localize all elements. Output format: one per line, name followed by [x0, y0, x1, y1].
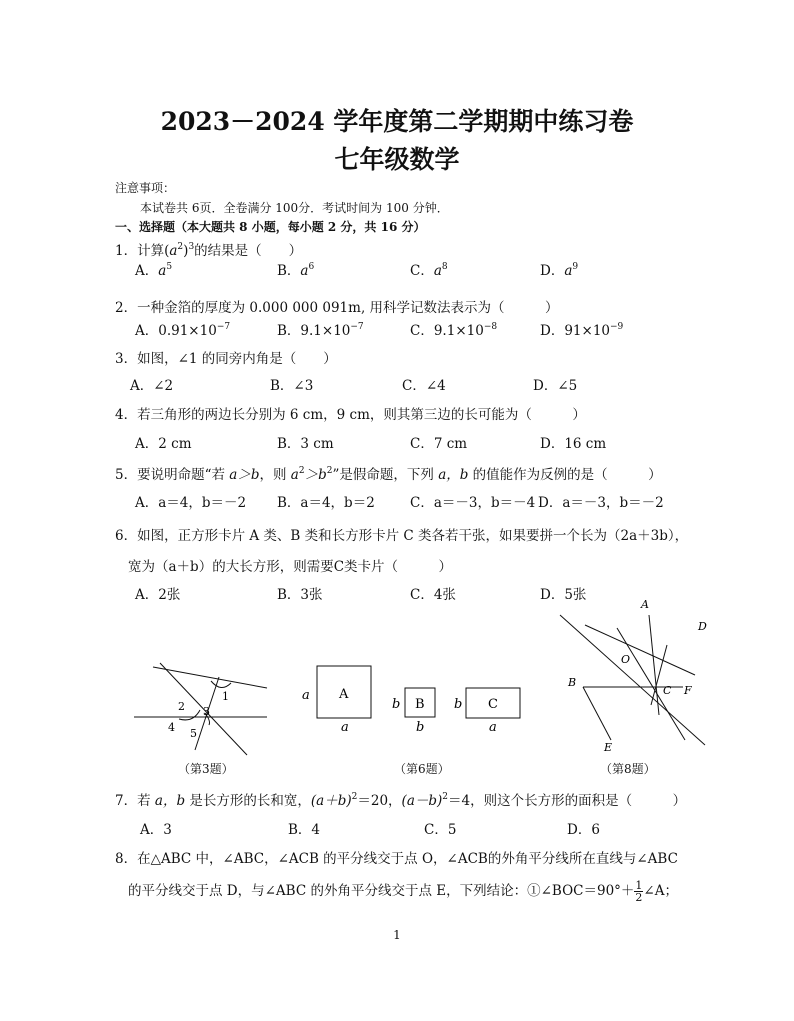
q1-option-c[interactable]: C．$a^8$ — [410, 262, 448, 279]
notice-heading: 注意事项： — [115, 181, 176, 195]
fraction-one-half: $\frac{1}{2}$ — [635, 879, 643, 904]
fig8-line-2 — [585, 625, 695, 675]
q4-option-b[interactable]: B．3 cm — [277, 436, 334, 452]
q1-option-b[interactable]: B．$a^6$ — [277, 262, 315, 279]
question-3-stem: 3．如图，∠1 的同旁内角是（ ） — [115, 351, 337, 367]
fig8-label-e: E — [604, 741, 613, 754]
fig3-label-2: 2 — [178, 700, 185, 713]
q6-option-b[interactable]: B．3张 — [277, 587, 323, 603]
figure-8-caption: （第8题） — [600, 762, 656, 776]
section-heading: 一、选择题（本大题共 8 小题，每小题 2 分，共 16 分） — [115, 220, 426, 234]
card-b-side-label: b — [392, 697, 401, 712]
question-1-stem: 1．计算$(a^2)^3$的结果是（ ） — [115, 242, 303, 259]
q7-option-d[interactable]: D．6 — [567, 822, 600, 838]
question-6-line-1: 6．如图，正方形卡片 A 类、B 类和长方形卡片 C 类各若干张，如果要拼一个长为（2a＋3b）， — [115, 528, 689, 544]
fig8-label-a: A — [641, 598, 649, 611]
q6-option-d[interactable]: D．5张 — [540, 587, 587, 603]
card-c-label: C — [488, 697, 498, 712]
q7-option-b[interactable]: B．4 — [288, 822, 321, 838]
q1-option-a[interactable]: A．$a^5$ — [135, 262, 173, 279]
q3-option-b[interactable]: B．∠3 — [270, 378, 314, 394]
q2-option-d[interactable]: D．$91\times 10^{-9}$ — [540, 322, 624, 339]
question-8-line-2: 的平分线交于点 D，与∠ABC 的外角平分线交于点 E，下列结论：①∠BOC＝90°＋ $\frac{1}{2}$ ∠A； — [128, 879, 678, 904]
fig8-label-d: D — [698, 620, 707, 633]
notice-body: 本试卷共 6页．全卷满分 100分．考试时间为 100 分钟． — [140, 201, 449, 215]
fig3-label-1: 1 — [222, 690, 229, 703]
fig3-label-3: 3 — [203, 705, 210, 718]
card-a-side-label: a — [302, 688, 310, 703]
question-8-line-1: 8．在△ABC 中，∠ABC，∠ACB 的平分线交于点 O，∠ACB的外角平分线所在直线与∠ABC — [115, 851, 678, 867]
exam-subtitle: 七年级数学 — [334, 145, 460, 174]
figure-3-caption: （第3题） — [178, 762, 234, 776]
fig3-label-5: 5 — [190, 727, 197, 740]
card-c-side-label: b — [454, 697, 463, 712]
card-b-bottom-label: b — [416, 720, 425, 735]
q4-option-c[interactable]: C．7 cm — [410, 436, 468, 452]
fig8-segment-be — [583, 687, 611, 740]
q3-option-c[interactable]: C．∠4 — [402, 378, 446, 394]
q2-option-c[interactable]: C．$9.1\times 10^{-8}$ — [410, 322, 498, 339]
q7-option-a[interactable]: A．3 — [140, 822, 172, 838]
fig3-line-top — [153, 667, 267, 688]
q5-option-b[interactable]: B．a＝4，b＝2 — [277, 495, 375, 511]
fig8-label-f: F — [684, 684, 692, 697]
q5-option-d[interactable]: D．a＝－3，b＝－2 — [538, 495, 664, 511]
q2-option-b[interactable]: B．$9.1\times 10^{-7}$ — [277, 322, 364, 339]
card-c-bottom-label: a — [489, 720, 497, 735]
figure-8 — [555, 595, 725, 755]
q2-option-a[interactable]: A．$0.91\times 10^{-7}$ — [135, 322, 231, 339]
question-5-stem: 5．要说明命题“若 a＞b，则 $a^2>b^2$”是假命题，下列 a，b 的值能作为反例的是（ ） — [115, 466, 662, 483]
q7-option-c[interactable]: C．5 — [424, 822, 457, 838]
q5-option-c[interactable]: C．a＝－3，b＝－4 — [410, 495, 536, 511]
fig8-label-b: B — [568, 676, 577, 689]
fig8-label-c: C — [663, 684, 672, 697]
figure-6-caption: （第6题） — [394, 762, 450, 776]
card-b-label: B — [415, 697, 425, 712]
fig8-line-4 — [649, 615, 659, 715]
fig8-line-3 — [617, 628, 685, 740]
q6-option-a[interactable]: A．2张 — [135, 587, 181, 603]
exam-title: 2023－2024 学年度第二学期期中练习卷 — [160, 107, 634, 136]
card-a-label: A — [339, 687, 349, 702]
figure-6 — [296, 658, 531, 738]
q4-option-d[interactable]: D．16 cm — [540, 436, 607, 452]
figure-3 — [125, 655, 285, 760]
fig3-angle-1-arc — [211, 681, 231, 688]
q3-option-a[interactable]: A．∠2 — [130, 378, 174, 394]
q5-option-a[interactable]: A．a＝4，b＝－2 — [135, 495, 247, 511]
q1-option-d[interactable]: D．$a^9$ — [540, 262, 579, 279]
question-6-line-2: 宽为（a＋b）的大长方形，则需要C类卡片（ ） — [128, 559, 453, 575]
question-2-stem: 2．一种金箔的厚度为 0.000 000 091m, 用科学记数法表示为（ ） — [115, 300, 559, 316]
page-number: 1 — [393, 928, 401, 942]
card-a-bottom-label: a — [341, 720, 349, 735]
q3-option-d[interactable]: D．∠5 — [533, 378, 578, 394]
fig8-label-o: O — [621, 653, 631, 666]
fig3-label-4: 4 — [168, 721, 175, 734]
question-4-stem: 4．若三角形的两边长分别为 6 cm，9 cm，则其第三边的长可能为（ ） — [115, 407, 586, 423]
q4-option-a[interactable]: A．2 cm — [135, 436, 192, 452]
q6-option-c[interactable]: C．4张 — [410, 587, 456, 603]
question-7-stem: 7．若 a，b 是长方形的长和宽，$(a+b)^2=20$，$(a-b)^2=4$，则这个长方形的面积是（ ） — [115, 792, 687, 809]
fig8-line-1 — [560, 615, 705, 745]
